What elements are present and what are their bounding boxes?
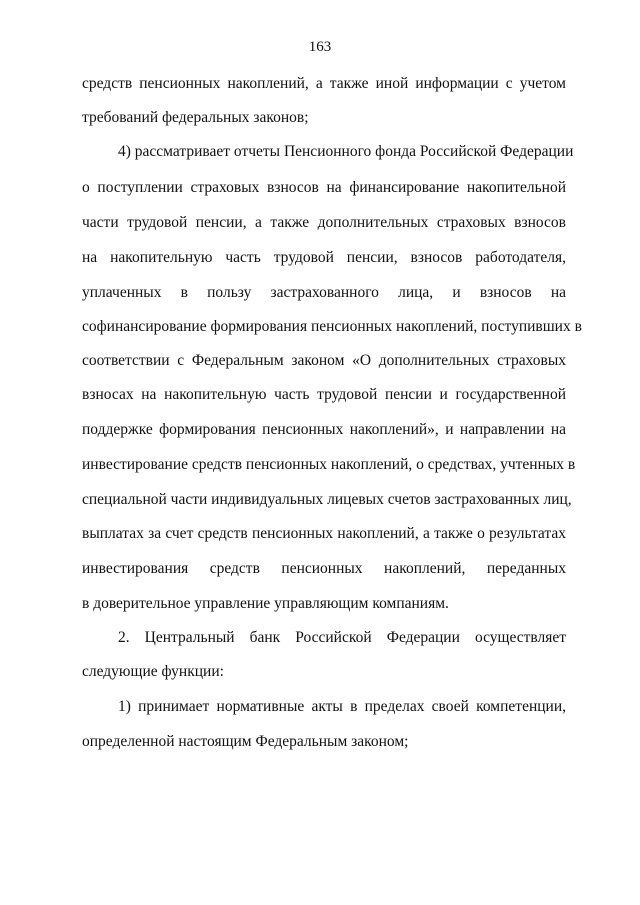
text-line: инвестирования средств пенсионных накоплений, переданных (82, 560, 566, 577)
text-line: соответствии с Федеральным законом «О дополнительных страховых (82, 352, 566, 369)
text-line: требований федеральных законов; (82, 109, 309, 126)
text-line: на накопительную часть трудовой пенсии, взносов работодателя, (82, 249, 566, 266)
text-line: софинансирование формирования пенсионных накоплений, поступивших в (82, 318, 582, 335)
text-line: части трудовой пенсии, а также дополнительных страховых взносов (82, 214, 566, 231)
text-line: средств пенсионных накоплений, а также иной информации с учетом (82, 75, 566, 92)
paragraph-4-start: 4) рассматривает отчеты Пенсионного фонда Российской Федерации (118, 143, 574, 160)
paragraph-1-start: 1) принимает нормативные акты в пределах своей компетенции, (118, 698, 566, 715)
text-line: в доверительное управление управляющим компаниям. (82, 595, 449, 612)
text-line: специальной части индивидуальных лицевых счетов застрахованных лиц, (82, 491, 572, 508)
text-line: следующие функции: (82, 663, 224, 680)
text-line: взносах на накопительную часть трудовой пенсии и государственной (82, 386, 566, 403)
text-line: инвестирование средств пенсионных накоплений, о средствах, учтенных в (82, 456, 576, 473)
text-line: уплаченных в пользу застрахованного лица, и взносов на (82, 284, 566, 301)
text-line: выплатах за счет средств пенсионных накоплений, а также о результатах (82, 525, 566, 542)
paragraph-2-start: 2. Центральный банк Российской Федерации осуществляет (118, 629, 566, 646)
text-line: о поступлении страховых взносов на финансирование накопительной (82, 179, 566, 196)
text-line: поддержке формирования пенсионных накоплений», и направлении на (82, 421, 566, 438)
page-number: 163 (308, 39, 332, 55)
text-line: определенной настоящим Федеральным законом; (82, 733, 409, 750)
